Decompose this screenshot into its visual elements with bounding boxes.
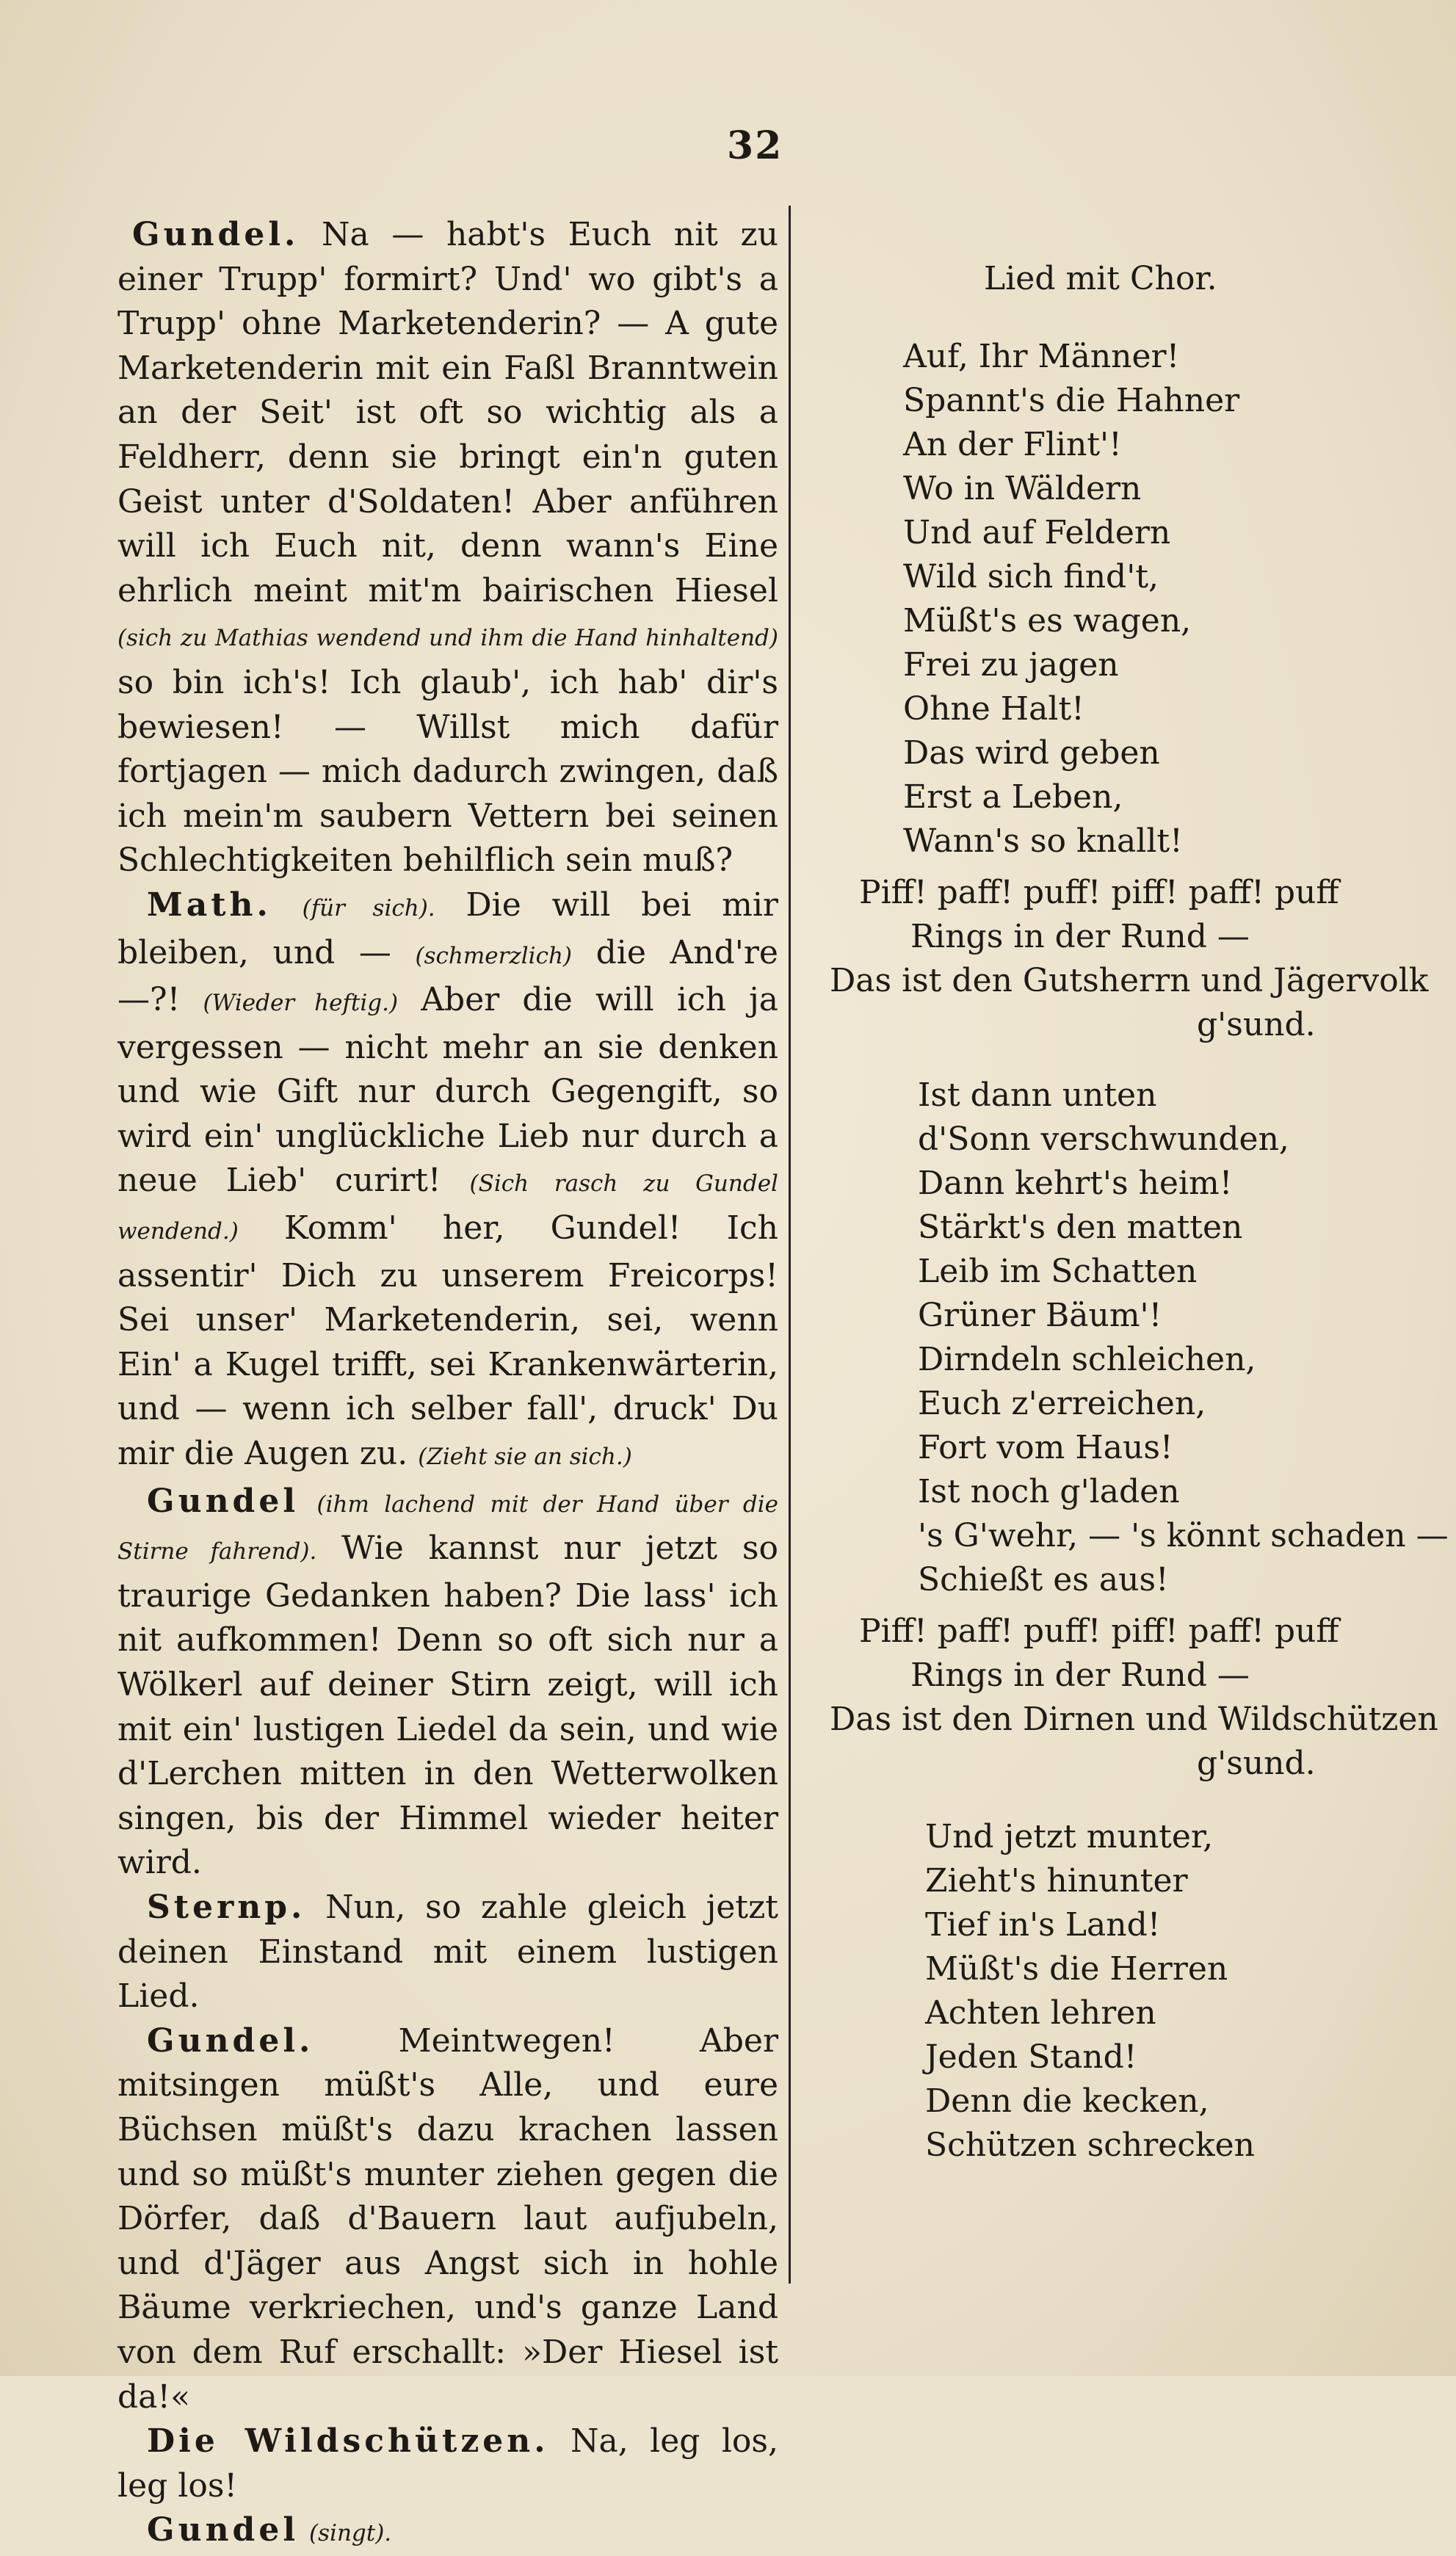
dialogue-text: Aber die will ich ja vergessen — nicht mehr an sie denken und wie Gift nur durch Gegengift, so wird ein' unglückliche Lieb nur durch a neue Lieb' curirt! bbox=[117, 981, 778, 1200]
verse-line: Achten lehren bbox=[925, 1994, 1156, 2032]
stage-direction: (singt). bbox=[309, 2520, 392, 2547]
verse-line: Ist noch g'laden bbox=[918, 1473, 1180, 1510]
verse-line: d'Sonn verschwunden, bbox=[918, 1120, 1289, 1158]
dialogue-text: Komm' her, Gundel! Ich assentir' Dich zu unserem Freicorps! Sei unser' Marketenderin, sei, wenn Ein' a Kugel trifft, sei Krankenwärterin, und — wenn ich selber fall', druck' Du mir die Augen zu. bbox=[117, 1209, 778, 1473]
stage-direction: (ihm lachend mit der Hand über die Stirne fahrend). bbox=[117, 1491, 778, 1565]
stage-direction: (sich zu Mathias wendend und ihm die Hand hinhaltend) bbox=[117, 625, 778, 652]
dialogue-text: Na, leg los, leg los! bbox=[117, 2422, 778, 2505]
verse-line: Wo in Wäldern bbox=[903, 470, 1142, 507]
dialogue-text: Meintwegen! Aber mitsingen müßt's Alle, und eure Büchsen müßt's dazu krachen lassen und so müßt's munter ziehen gegen die Dörfer, daß d'Bauern laut aufjubeln, und d'Jäger aus Angst sich in hohle Bäume verkriechen, und's ganze Land von dem Ruf erschallt: »Der Hiesel ist da!« bbox=[117, 2021, 778, 2416]
dialogue-text: Nun, so zahle gleich jetzt deinen Einstand mit einem lustigen Lied. bbox=[117, 1888, 778, 2016]
song-verse bbox=[925, 1815, 1446, 2168]
speaker-name: Gundel bbox=[147, 2511, 300, 2549]
page-number: 32 bbox=[727, 123, 783, 168]
verse-line: An der Flint'! bbox=[903, 426, 1122, 463]
verse-line: Und auf Feldern bbox=[903, 514, 1171, 551]
verse-line: Müßt's die Herren bbox=[925, 1950, 1228, 1988]
dialogue-paragraph bbox=[117, 2508, 778, 2556]
verse-line: Dirndeln schleichen, bbox=[918, 1341, 1256, 1378]
speaker-name: Math. bbox=[147, 886, 272, 924]
dialogue-text: Na — habt's Euch nit zu einer Trupp' formirt? Und' wo gibt's a Trupp' ohne Marketenderin? — A gute Marketenderin mit ein Faßl Branntwein an der Seit' ist oft so wichtig als a Feldherr, denn sie bringt ein'n guten Geist unter d'Soldaten! Aber anführen will ich Euch nit, denn wann's Eine ehrlich meint mit'm bairischen Hiesel bbox=[117, 216, 778, 609]
verse-line: Spannt's die Hahner bbox=[903, 382, 1240, 419]
verse-line: Ist dann unten bbox=[918, 1076, 1157, 1114]
stage-direction: (Wieder heftig.) bbox=[203, 990, 399, 1017]
song-title: Lied mit Chor. bbox=[984, 260, 1217, 297]
verse-line: Wann's so knallt! bbox=[903, 822, 1183, 860]
dialogue-paragraph bbox=[117, 1886, 778, 2019]
verse-line: Denn die kecken, bbox=[925, 2082, 1209, 2120]
song-refrain bbox=[830, 871, 1446, 1047]
dialogue-paragraph bbox=[117, 883, 778, 1480]
refrain-line: Das ist den Gutsherrn und Jägervolk bbox=[830, 962, 1429, 999]
refrain-line: Rings in der Rund — bbox=[910, 918, 1250, 955]
verse-line: 's G'wehr, — 's könnt schaden — bbox=[918, 1517, 1449, 1554]
speaker-name: Sternp. bbox=[147, 1888, 306, 1926]
verse-line: Auf, Ihr Männer! bbox=[903, 338, 1180, 375]
verse-line: Und jetzt munter, bbox=[925, 1818, 1214, 1856]
dialogue-text: so bin ich's! Ich glaub', ich hab' dir's bewiesen! — Willst mich dafür fortjagen — mich dadurch zwingen, daß ich mein'm saubern Vettern bei seinen Schlechtigkeiten behilflich sein muß? bbox=[117, 663, 778, 880]
refrain-line: Piff! paff! puff! piff! paff! puff bbox=[859, 1612, 1339, 1650]
refrain-line: Piff! paff! puff! piff! paff! puff bbox=[859, 874, 1339, 911]
stage-direction: (schmerzlich) bbox=[415, 942, 573, 969]
song-verse bbox=[903, 335, 1446, 864]
dialogue-text: Wie kannst nur jetzt so traurige Gedanken haben? Die lass' ich nit aufkommen! Denn so oft sich nur a Wölkerl auf deiner Stirn zeigt, will ich mit ein' lustigen Liedel da sein, und wie d'Lerchen mitten in den Wetterwolken singen, bis der Himmel wieder heiter wird. bbox=[117, 1529, 778, 1882]
verse-line: Frei zu jagen bbox=[903, 646, 1119, 684]
verse-line: Leib im Schatten bbox=[918, 1253, 1198, 1290]
verse-line: Tief in's Land! bbox=[925, 1906, 1161, 1944]
stage-direction: (Sich rasch zu Gundel wendend.) bbox=[117, 1170, 778, 1245]
dialogue-paragraph bbox=[117, 213, 778, 883]
speaker-name: Gundel. bbox=[132, 216, 300, 253]
verse-line: Fort vom Haus! bbox=[918, 1429, 1173, 1466]
dialogue-paragraph bbox=[117, 2419, 778, 2508]
speaker-name: Gundel. bbox=[147, 2021, 314, 2060]
refrain-line: Rings in der Rund — bbox=[910, 1657, 1250, 1694]
song-verse bbox=[918, 1074, 1449, 1602]
song-column bbox=[830, 257, 1449, 2168]
verse-line: Ohne Halt! bbox=[903, 690, 1084, 728]
verse-line: Müßt's es wagen, bbox=[903, 602, 1192, 640]
verse-line: Stärkt's den matten bbox=[918, 1209, 1243, 1246]
verse-line: Wild sich find't, bbox=[903, 558, 1159, 595]
verse-line: Erst a Leben, bbox=[903, 778, 1123, 816]
stage-direction: (für sich). bbox=[302, 894, 435, 922]
stage-direction: (Zieht sie an sich.) bbox=[418, 1444, 632, 1471]
verse-line: Schützen schrecken bbox=[925, 2126, 1256, 2164]
verse-line: Jeden Stand! bbox=[925, 2038, 1137, 2076]
verse-line: Grüner Bäum'! bbox=[918, 1297, 1162, 1334]
verse-line: Das wird geben bbox=[903, 734, 1160, 772]
speaker-name: Gundel bbox=[147, 1482, 300, 1520]
verse-line: Schießt es aus! bbox=[918, 1561, 1169, 1599]
refrain-line: g'sund. bbox=[1197, 1745, 1316, 1782]
verse-line: Zieht's hinunter bbox=[925, 1862, 1188, 1900]
dialogue-paragraph bbox=[117, 1480, 778, 1886]
dialogue-column bbox=[117, 213, 778, 2556]
dialogue-text: die And're —?! bbox=[117, 933, 778, 1019]
dialogue-paragraph bbox=[117, 2019, 778, 2419]
column-divider bbox=[789, 206, 791, 2284]
speaker-name: Die Wildschützen. bbox=[147, 2422, 549, 2461]
verse-line: Dann kehrt's heim! bbox=[918, 1165, 1233, 1202]
dialogue-text: Die will bei mir bleiben, und — bbox=[117, 886, 778, 971]
song-refrain bbox=[830, 1610, 1446, 1786]
refrain-line: g'sund. bbox=[1197, 1006, 1316, 1043]
refrain-line: Das ist den Dirnen und Wildschützen bbox=[830, 1701, 1438, 1738]
verse-line: Euch z'erreichen, bbox=[918, 1385, 1206, 1422]
